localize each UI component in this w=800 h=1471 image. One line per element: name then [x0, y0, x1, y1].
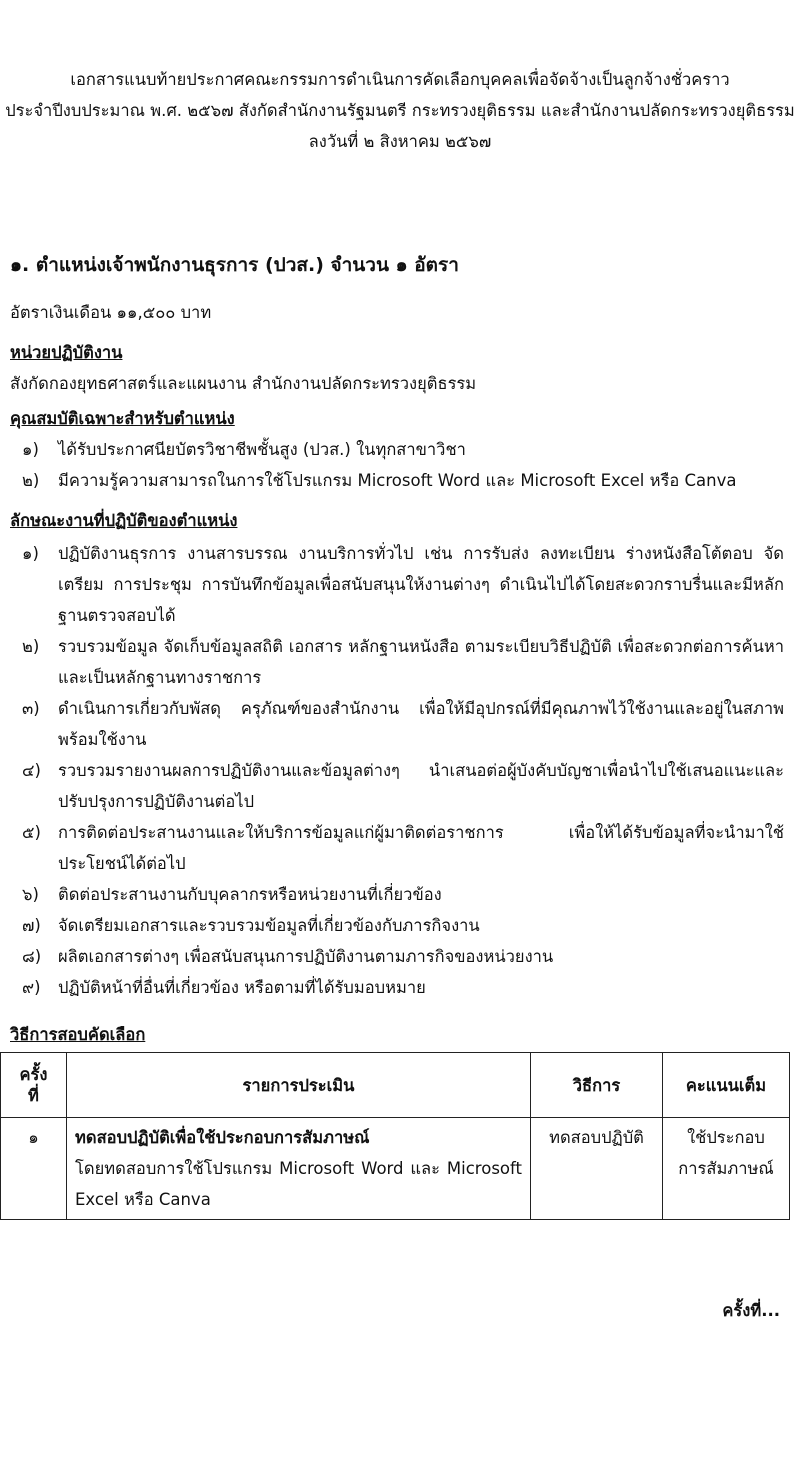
column-header-method: วิธีการ	[531, 1053, 663, 1118]
item-number: ๘)	[22, 947, 42, 966]
list-item	[0, 538, 800, 631]
item-number: ๑)	[22, 440, 39, 459]
item-number: ๑)	[22, 544, 39, 563]
selection-heading: วิธีการสอบคัดเลือก	[10, 1025, 146, 1044]
item-text: รวบรวมข้อมูล จัดเก็บข้อมูลสถิติ เอกสาร หลักฐานหนังสือ ตามระเบียบวิธีปฏิบัติ เพื่อสะดวกต่อการค้นหาและเป็นหลักฐานทางราชการ	[58, 637, 784, 687]
header-line-1: เอกสารแนบท้ายประกาศคณะกรรมการดำเนินการคัดเลือกบุคคลเพื่อจัดจ้างเป็นลูกจ้างชั่วคราว	[70, 70, 730, 89]
test-description: โดยทดสอบการใช้โปรแกรม Microsoft Word และ Microsoft Excel หรือ Canva	[75, 1159, 522, 1209]
round-cell: ๑	[1, 1118, 67, 1220]
item-number: ๕)	[22, 823, 41, 842]
item-text: การติดต่อประสานงานและให้บริการข้อมูลแก่ผู้มาติดต่อราชการ เพื่อให้ได้รับข้อมูลที่จะนำมาใช้ประโยชน์ได้ต่อไป	[58, 823, 784, 873]
item-text: ได้รับประกาศนียบัตรวิชาชีพชั้นสูง (ปวส.) ในทุกสาขาวิชา	[58, 440, 466, 459]
unit-text: สังกัดกองยุทธศาสตร์และแผนงาน สำนักงานปลัดกระทรวงยุติธรรม	[10, 374, 477, 393]
score-line: ใช้ประกอบ	[687, 1128, 765, 1147]
item-number: ๔)	[22, 761, 41, 780]
item-number: ๓)	[22, 699, 40, 718]
item-number: ๗)	[22, 916, 41, 935]
column-header-score: คะแนนเต็ม	[663, 1053, 790, 1118]
list-item	[0, 879, 800, 910]
item-text: ติดต่อประสานงานกับบุคลากรหรือหน่วยงานที่เกี่ยวข้อง	[58, 885, 442, 904]
list-item	[0, 755, 800, 817]
evaluation-table	[0, 1052, 790, 1220]
unit-heading: หน่วยปฏิบัติงาน	[10, 343, 123, 362]
round-header-line: ครั้ง	[19, 1065, 48, 1084]
item-number: ๙)	[22, 978, 41, 997]
item-cell	[67, 1118, 531, 1220]
item-text: ปฏิบัติหน้าที่อื่นที่เกี่ยวข้อง หรือตามที่ได้รับมอบหมาย	[58, 978, 426, 997]
item-number: ๖)	[22, 885, 39, 904]
list-item	[0, 910, 800, 941]
item-text: มีความรู้ความสามารถในการใช้โปรแกรม Microsoft Word และ Microsoft Excel หรือ Canva	[58, 471, 737, 490]
position-title: ๑. ตำแหน่งเจ้าพนักงานธุรการ (ปวส.) จำนวน ๑ อัตรา	[10, 254, 459, 276]
header-line-3: ลงวันที่ ๒ สิงหาคม ๒๕๖๗	[308, 132, 492, 151]
item-number: ๒)	[22, 471, 40, 490]
table-row	[1, 1118, 790, 1220]
item-text: ผลิตเอกสารต่างๆ เพื่อสนับสนุนการปฏิบัติงานตามภารกิจของหน่วยงาน	[58, 947, 554, 966]
list-item	[0, 434, 800, 465]
table-header-row	[1, 1053, 790, 1118]
duties-list	[0, 538, 800, 1003]
header-line-2: ประจำปีงบประมาณ พ.ศ. ๒๕๖๗ สังกัดสำนักงานรัฐมนตรี กระทรวงยุติธรรม และสำนักงานปลัดกระทรวงยุติธรรม	[5, 101, 795, 120]
qualifications-list	[0, 434, 800, 496]
continued-marker: ครั้งที่...	[722, 1301, 780, 1320]
item-number: ๒)	[22, 637, 40, 656]
list-item	[0, 972, 800, 1003]
list-item	[0, 941, 800, 972]
qualifications-heading: คุณสมบัติเฉพาะสำหรับตำแหน่ง	[10, 409, 235, 428]
item-text: ดำเนินการเกี่ยวกับพัสดุ ครุภัณฑ์ของสำนักงาน เพื่อให้มีอุปกรณ์ที่มีคุณภาพไว้ใช้งานและอยู่ในสภาพพร้อมใช้งาน	[58, 699, 784, 749]
method-cell: ทดสอบปฏิบัติ	[531, 1118, 663, 1220]
test-title: ทดสอบปฏิบัติเพื่อใช้ประกอบการสัมภาษณ์	[75, 1128, 370, 1147]
salary-text: อัตราเงินเดือน ๑๑,๕๐๐ บาท	[10, 303, 212, 322]
score-line: การสัมภาษณ์	[678, 1159, 774, 1178]
duties-heading: ลักษณะงานที่ปฏิบัติของตำแหน่ง	[10, 511, 238, 530]
list-item	[0, 817, 800, 879]
item-text: รวบรวมรายงานผลการปฏิบัติงานและข้อมูลต่างๆ นำเสนอต่อผู้บังคับบัญชาเพื่อนำไปใช้เสนอแนะและปรับปรุงการปฏิบัติงานต่อไป	[58, 761, 784, 811]
item-text: จัดเตรียมเอกสารและรวบรวมข้อมูลที่เกี่ยวข้องกับภารกิจงาน	[58, 916, 480, 935]
round-header-line: ที่	[28, 1086, 39, 1105]
column-header-round	[1, 1053, 67, 1118]
list-item	[0, 465, 800, 496]
list-item	[0, 631, 800, 693]
column-header-item: รายการประเมิน	[67, 1053, 531, 1118]
item-text: ปฏิบัติงานธุรการ งานสารบรรณ งานบริการทั่วไป เช่น การรับส่ง ลงทะเบียน ร่างหนังสือโต้ตอบ จัดเตรียม การประชุม การบันทึกข้อมูลเพื่อสนับสนุนให้งานต่างๆ ดำเนินไปได้โดยสะดวกราบรื่นและมีหลักฐานตรวจสอบได้	[58, 544, 784, 625]
score-cell	[663, 1118, 790, 1220]
list-item	[0, 693, 800, 755]
document-header	[0, 64, 800, 157]
